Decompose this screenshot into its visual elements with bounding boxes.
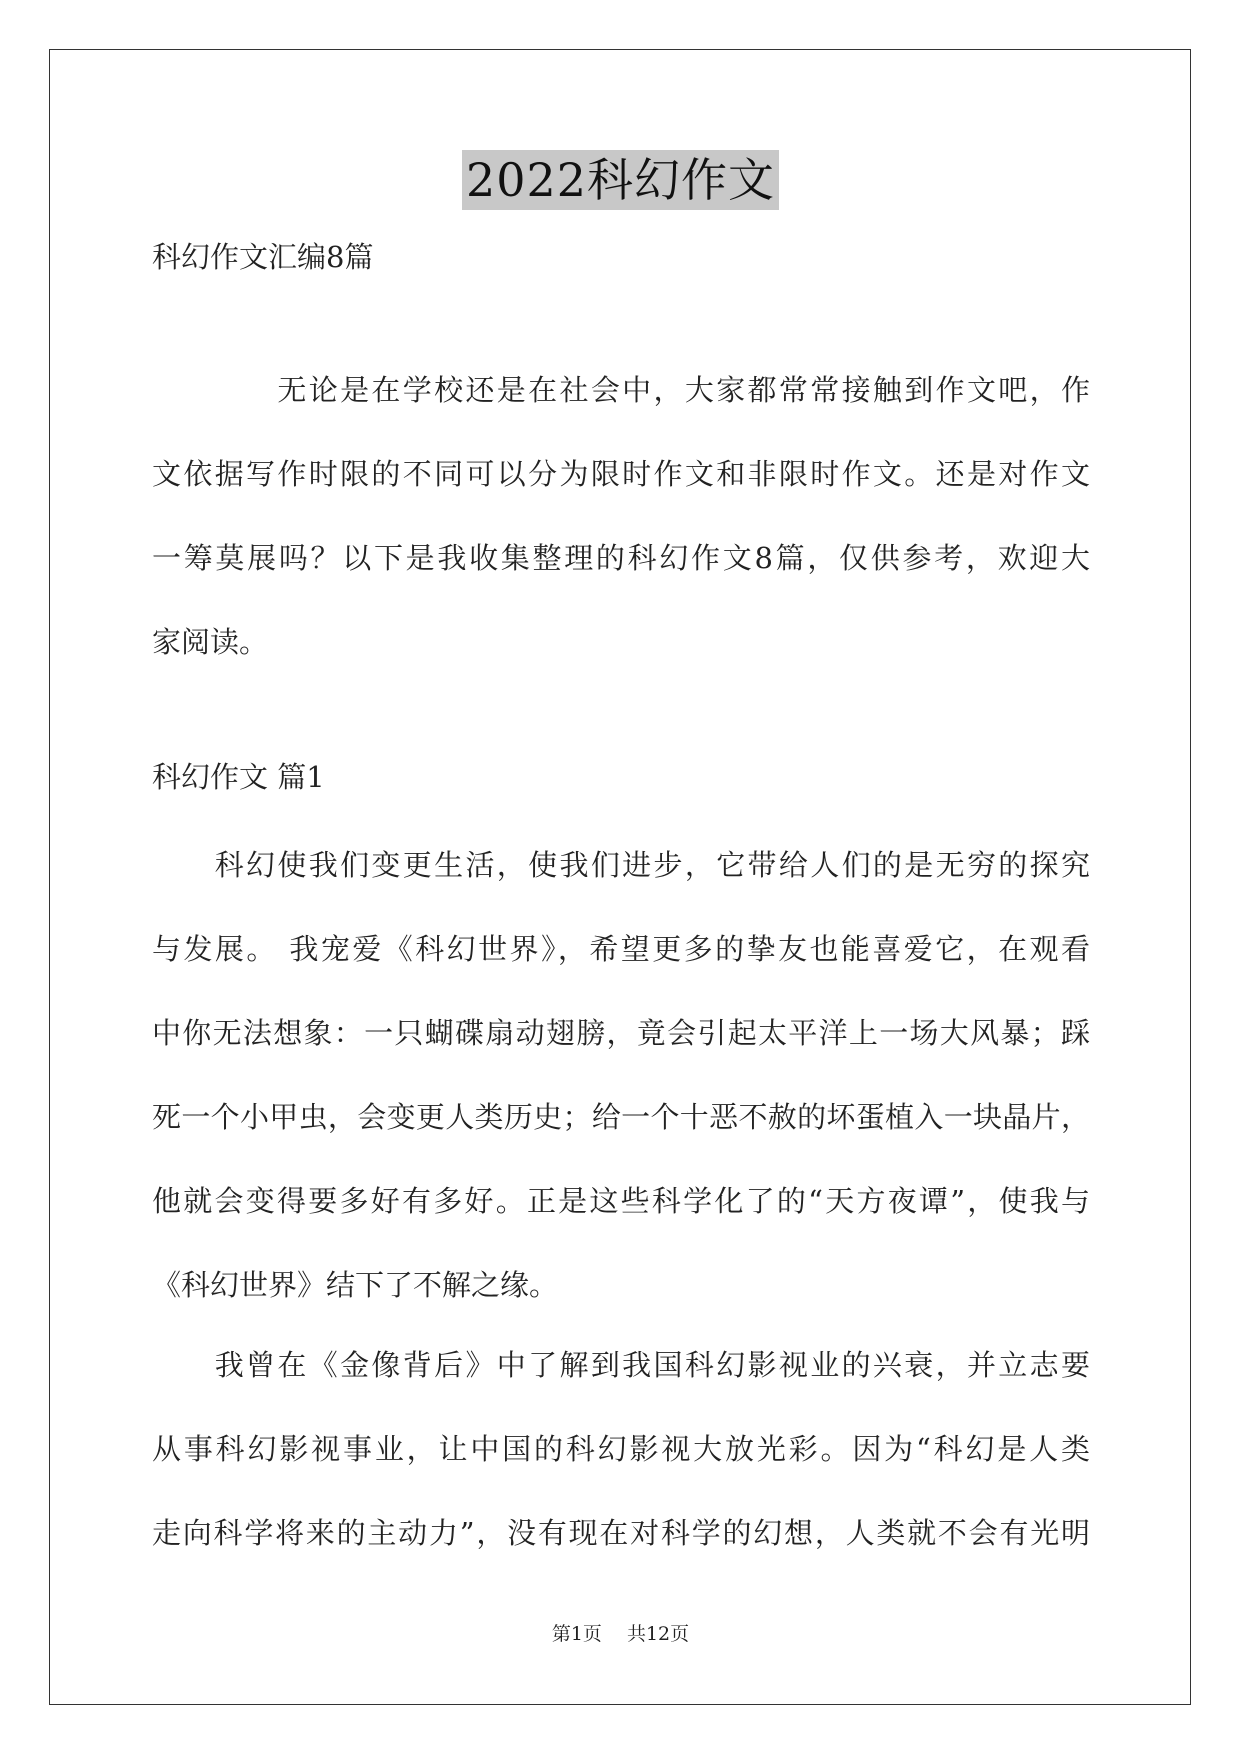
paragraph-line: 《科幻世界》结下了不解之缘。 bbox=[152, 1268, 559, 1302]
body-paragraph-2 bbox=[152, 1323, 1090, 1575]
document-subtitle: 科幻作文汇编8篇 bbox=[152, 240, 374, 274]
title-container bbox=[0, 150, 1241, 210]
paragraph-line: 与发展。 我宠爱《科幻世界》，希望更多的挚友也能喜爱它，在观看 bbox=[152, 932, 1090, 966]
page-footer: 第1页 共12页 bbox=[551, 1623, 690, 1645]
paragraph-line: 科幻使我们变更生活，使我们进步，它带给人们的是无穷的探究 bbox=[152, 848, 1090, 882]
intro-line: 无论是在学校还是在社会中，大家都常常接触到作文吧，作 bbox=[152, 373, 1090, 407]
intro-line: 家阅读。 bbox=[152, 625, 269, 659]
paragraph-line: 他就会变得要多好有多好。正是这些科学化了的“天方夜谭”，使我与 bbox=[152, 1184, 1090, 1218]
body-paragraph-1 bbox=[152, 823, 1090, 1327]
paragraph-line: 死一个小甲虫，会变更人类历史；给一个十恶不赦的坏蛋植入一块晶片， bbox=[152, 1100, 1090, 1134]
intro-paragraph bbox=[152, 348, 1090, 684]
section-heading: 科幻作文 篇1 bbox=[152, 760, 325, 794]
paragraph-line: 从事科幻影视事业，让中国的科幻影视大放光彩。因为“科幻是人类 bbox=[152, 1432, 1090, 1466]
document-title: 2022科幻作文 bbox=[462, 150, 779, 210]
paragraph-line: 走向科学将来的主动力”，没有现在对科学的幻想，人类就不会有光明 bbox=[152, 1516, 1090, 1550]
paragraph-line: 我曾在《金像背后》中了解到我国科幻影视业的兴衰，并立志要 bbox=[152, 1348, 1090, 1382]
intro-line: 文依据写作时限的不同可以分为限时作文和非限时作文。还是对作文 bbox=[152, 457, 1090, 491]
intro-line: 一筹莫展吗？以下是我收集整理的科幻作文8篇，仅供参考，欢迎大 bbox=[152, 541, 1090, 575]
paragraph-line: 中你无法想象：一只蝴碟扇动翅膀，竟会引起太平洋上一场大风暴；踩 bbox=[152, 1016, 1090, 1050]
